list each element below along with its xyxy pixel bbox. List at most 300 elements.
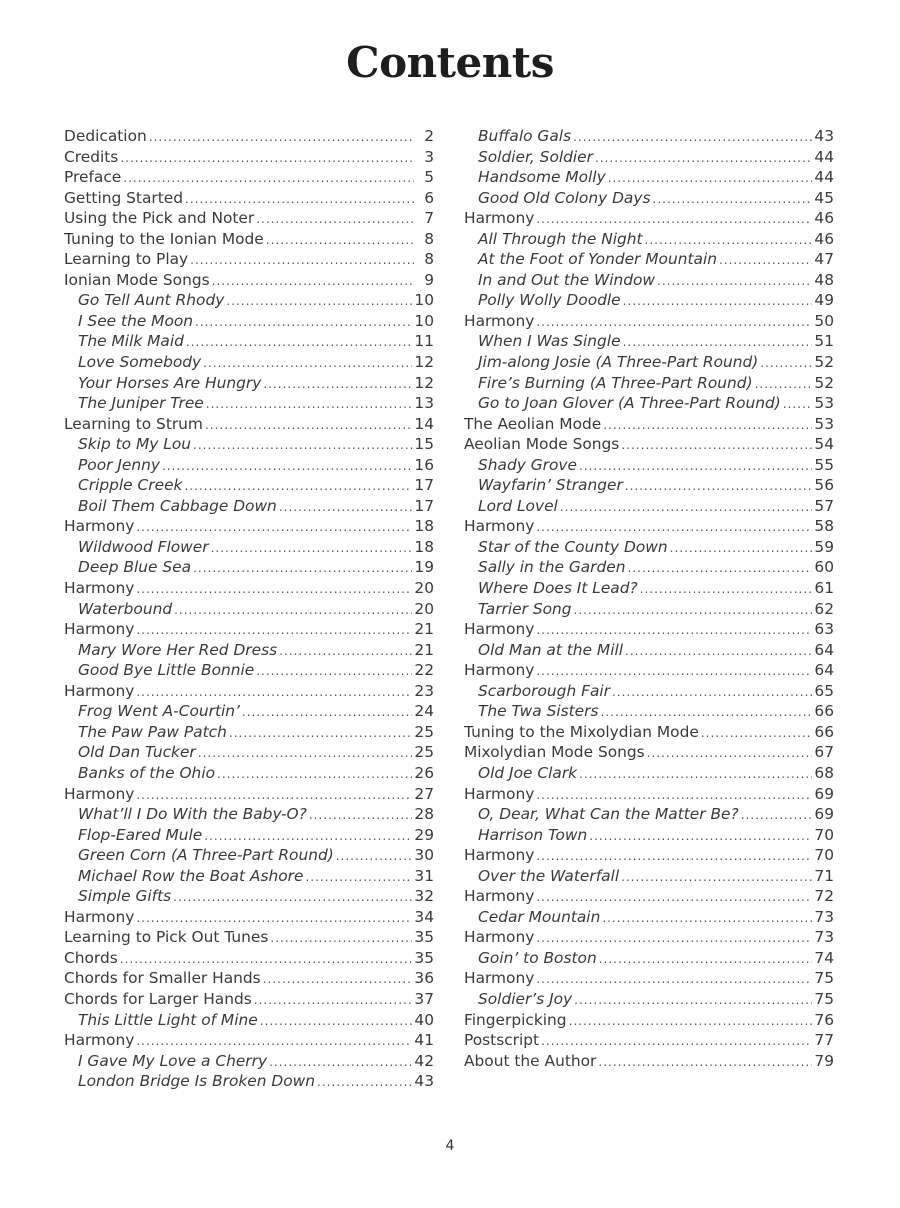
toc-entry-page: 59 [814, 537, 834, 556]
toc-entry-section [64, 229, 434, 250]
toc-entry-page: 53 [814, 394, 834, 413]
toc-entry-page: 44 [814, 147, 834, 166]
toc-entry-title: Aeolian Mode Songs [464, 435, 620, 454]
toc-entry-song [464, 393, 834, 414]
dot-leader [266, 230, 414, 251]
toc-entry-page: 57 [814, 496, 834, 515]
dot-leader [217, 764, 412, 785]
dot-leader [653, 189, 813, 210]
toc-entry-page: 21 [414, 620, 434, 639]
toc-entry-title: Green Corn (A Three-Part Round) [78, 846, 334, 865]
dot-leader [174, 600, 412, 621]
toc-entry-page: 68 [814, 763, 834, 782]
toc-entry-title: Tarrier Song [478, 599, 572, 618]
toc-entry-page: 64 [814, 661, 834, 680]
dot-leader [317, 1072, 412, 1093]
toc-entry-title: About the Author [464, 1051, 597, 1070]
toc-entry-section [64, 126, 434, 147]
toc-entry-page: 52 [814, 353, 834, 372]
toc-entry-page: 74 [814, 948, 834, 967]
toc-entry-page: 16 [414, 455, 434, 474]
toc-entry-title: Credits [64, 147, 119, 166]
page-title: Contents [346, 38, 554, 87]
toc-entry-title: Go to Joan Glover (A Three-Part Round) [478, 394, 781, 413]
toc-entry-page: 58 [814, 517, 834, 536]
toc-entry-title: Cedar Mountain [478, 907, 601, 926]
toc-entry-page: 36 [414, 969, 434, 988]
toc-entry-title: Soldier’s Joy [478, 989, 573, 1008]
toc-entry-section [464, 414, 834, 435]
toc-entry-section [64, 578, 434, 599]
toc-entry-section [464, 434, 834, 455]
toc-entry-song [64, 393, 434, 414]
toc-entry-title: At the Foot of Yonder Mountain [478, 250, 717, 269]
toc-entry-song [464, 866, 834, 887]
toc-entry-title: Harmony [464, 846, 535, 865]
toc-entry-title: Good Old Colony Days [478, 188, 651, 207]
toc-entry-title: The Aeolian Mode [464, 414, 602, 433]
toc-entry-page: 43 [814, 127, 834, 145]
toc-entry-page: 46 [814, 209, 834, 228]
toc-entry-page: 42 [414, 1051, 434, 1070]
toc-entry-page: 70 [814, 846, 834, 865]
dot-leader [136, 620, 412, 641]
dot-leader [279, 641, 412, 662]
toc-entry-song [464, 825, 834, 846]
dot-leader [741, 805, 813, 826]
dot-leader [612, 682, 812, 703]
toc-entry-song [464, 188, 834, 209]
toc-entry-title: Buffalo Gals [478, 127, 572, 145]
toc-entry-page: 55 [814, 455, 834, 474]
toc-entry-song [64, 352, 434, 373]
toc-entry-page: 60 [814, 558, 834, 577]
toc-entry-page: 10 [414, 291, 434, 310]
toc-entry-page: 72 [814, 887, 834, 906]
toc-entry-song [464, 578, 834, 599]
toc-entry-section [464, 311, 834, 332]
dot-leader [136, 1031, 412, 1052]
dot-leader [229, 723, 413, 744]
toc-entry-page: 54 [814, 435, 834, 454]
toc-entry-song [464, 948, 834, 969]
dot-leader [536, 928, 812, 949]
toc-entry-title: Poor Jenny [78, 455, 160, 474]
dot-leader [162, 456, 412, 477]
toc-entry-title: In and Out the Window [478, 270, 655, 289]
toc-entry-page: 46 [814, 229, 834, 248]
toc-entry-title: Harmony [464, 209, 535, 228]
toc-entry-section [464, 1010, 834, 1031]
toc-entry-page: 41 [414, 1031, 434, 1050]
toc-entry-song [64, 496, 434, 517]
toc-entry-title: Simple Gifts [78, 887, 172, 906]
dot-leader [149, 127, 414, 148]
toc-entry-song [464, 989, 834, 1010]
toc-entry-section [64, 208, 434, 229]
dot-leader [625, 641, 812, 662]
toc-entry-title: London Bridge Is Broken Down [78, 1072, 316, 1091]
toc-entry-song [464, 270, 834, 291]
toc-entry-title: Harmony [464, 887, 535, 906]
toc-entry-song [464, 147, 834, 168]
toc-entry-section [64, 147, 434, 168]
toc-entry-page: 66 [814, 702, 834, 721]
toc-entry-title: Harmony [64, 517, 135, 536]
toc-entry-page: 9 [424, 270, 434, 289]
toc-entry-page: 51 [814, 332, 834, 351]
toc-entry-song [64, 825, 434, 846]
toc-entry-page: 79 [814, 1051, 834, 1070]
dot-leader [560, 497, 813, 518]
toc-entry-title: Wayfarin’ Stranger [478, 476, 623, 495]
dot-leader [205, 415, 412, 436]
toc-entry-song [64, 455, 434, 476]
toc-entry-page: 11 [414, 332, 434, 351]
dot-leader [136, 579, 412, 600]
dot-leader [783, 394, 813, 415]
toc-entry-title: Frog Went A-Courtin’ [78, 702, 240, 721]
toc-entry-section [64, 927, 434, 948]
dot-leader [260, 1011, 413, 1032]
toc-entry-title: Waterbound [78, 599, 173, 618]
toc-entry-song [464, 167, 834, 188]
toc-entry-song [64, 557, 434, 578]
dot-leader [256, 209, 414, 230]
dot-leader [136, 785, 412, 806]
toc-entry-title: Deep Blue Sea [78, 558, 192, 577]
toc-entry-page: 75 [814, 989, 834, 1008]
toc-entry-page: 28 [414, 805, 434, 824]
toc-entry-page: 25 [414, 722, 434, 741]
toc-entry-title: Harmony [464, 928, 535, 947]
toc-entry-page: 10 [414, 311, 434, 330]
toc-entry-page: 73 [814, 928, 834, 947]
dot-leader [263, 969, 413, 990]
toc-entry-page: 47 [814, 250, 834, 269]
toc-entry-page: 71 [814, 866, 834, 885]
toc-entry-section [64, 188, 434, 209]
dot-leader [203, 353, 412, 374]
toc-entry-title: Chords for Smaller Hands [64, 969, 261, 988]
dot-leader [184, 476, 412, 497]
toc-entry-title: Over the Waterfall [478, 866, 620, 885]
toc-entry-song [64, 1010, 434, 1031]
toc-entry-song [464, 640, 834, 661]
toc-entry-title: Mary Wore Her Red Dress [78, 640, 278, 659]
toc-entry-page: 3 [424, 147, 434, 166]
toc-entry-title: Go Tell Aunt Rhody [78, 291, 225, 310]
toc-entry-song [464, 475, 834, 496]
toc-entry-page: 14 [414, 414, 434, 433]
toc-entry-section [464, 660, 834, 681]
toc-entry-page: 6 [424, 188, 434, 207]
toc-entry-title: The Juniper Tree [78, 394, 204, 413]
dot-leader [309, 805, 413, 826]
toc-entry-song [64, 434, 434, 455]
toc-entry-page: 2 [424, 127, 434, 145]
toc-entry-title: Good Bye Little Bonnie [78, 661, 255, 680]
toc-entry-page: 7 [424, 209, 434, 228]
toc-entry-title: Sally in the Garden [478, 558, 626, 577]
toc-entry-title: Polly Wolly Doodle [478, 291, 621, 310]
toc-entry-song [64, 537, 434, 558]
toc-entry-title: Soldier, Soldier [478, 147, 593, 166]
dot-leader [574, 990, 812, 1011]
toc-entry-title: Star of the County Down [478, 537, 668, 556]
toc-entry-song [64, 763, 434, 784]
toc-entry-title: Cripple Creek [78, 476, 183, 495]
toc-entry-title: Harmony [64, 681, 135, 700]
toc-entry-title: Tuning to the Ionian Mode [64, 229, 264, 248]
toc-entry-section [464, 968, 834, 989]
toc-entry-section [64, 968, 434, 989]
toc-column-left [64, 126, 434, 1092]
toc-entry-page: 23 [414, 681, 434, 700]
toc-entry-title: What’ll I Do With the Baby-O? [78, 805, 307, 824]
toc-entry-page: 13 [414, 394, 434, 413]
toc-entry-song [464, 681, 834, 702]
dot-leader [755, 374, 813, 395]
toc-entry-song [64, 866, 434, 887]
toc-entry-page: 12 [414, 373, 434, 392]
toc-entry-title: The Paw Paw Patch [78, 722, 227, 741]
toc-entry-page: 49 [814, 291, 834, 310]
toc-entry-song [64, 742, 434, 763]
dot-leader [621, 435, 812, 456]
toc-entry-section [64, 619, 434, 640]
toc-entry-song [464, 290, 834, 311]
toc-entry-page: 67 [814, 743, 834, 762]
toc-entry-section [464, 516, 834, 537]
toc-entry-song [464, 229, 834, 250]
toc-entry-title: The Twa Sisters [478, 702, 599, 721]
toc-entry-section [64, 989, 434, 1010]
toc-entry-song [464, 701, 834, 722]
toc-entry-section [464, 1030, 834, 1051]
dot-leader [541, 1031, 812, 1052]
toc-entry-section [464, 886, 834, 907]
toc-entry-section [464, 742, 834, 763]
toc-entry-page: 18 [414, 517, 434, 536]
toc-entry-title: Tuning to the Mixolydian Mode [464, 722, 699, 741]
toc-entry-song [64, 373, 434, 394]
toc-entry-song [64, 722, 434, 743]
toc-entry-song [464, 352, 834, 373]
toc-entry-title: Harmony [464, 784, 535, 803]
toc-entry-page: 66 [814, 722, 834, 741]
toc-entry-page: 5 [424, 168, 434, 187]
toc-entry-song [64, 311, 434, 332]
dot-leader [719, 250, 812, 271]
dot-leader [120, 949, 413, 970]
toc-entry-title: The Milk Maid [78, 332, 184, 351]
dot-leader [279, 497, 413, 518]
toc-entry-page: 75 [814, 969, 834, 988]
page-number: 4 [445, 1138, 455, 1154]
toc-entry-song [64, 1051, 434, 1072]
toc-entry-page: 29 [414, 825, 434, 844]
dot-leader [336, 846, 413, 867]
toc-entry-page: 24 [414, 702, 434, 721]
toc-entry-title: Fingerpicking [464, 1010, 567, 1029]
toc-entry-title: Getting Started [64, 188, 183, 207]
toc-entry-section [464, 784, 834, 805]
toc-entry-section [64, 784, 434, 805]
toc-entry-title: O, Dear, What Can the Matter Be? [478, 805, 739, 824]
toc-entry-section [64, 948, 434, 969]
dot-leader [601, 702, 813, 723]
dot-leader [226, 291, 412, 312]
toc-entry-song [464, 249, 834, 270]
toc-entry-title: Wildwood Flower [78, 537, 209, 556]
toc-entry-song [464, 907, 834, 928]
toc-entry-section [464, 1051, 834, 1072]
toc-entry-page: 19 [414, 558, 434, 577]
toc-entry-page: 17 [414, 476, 434, 495]
toc-entry-title: Harmony [464, 517, 535, 536]
toc-entry-page: 20 [414, 579, 434, 598]
dot-leader [608, 168, 813, 189]
toc-entry-title: Chords for Larger Hands [64, 989, 252, 1008]
toc-entry-title: Old Joe Clark [478, 763, 578, 782]
toc-entry-song [64, 599, 434, 620]
toc-entry-song [464, 496, 834, 517]
toc-entry-section [64, 907, 434, 928]
dot-leader [579, 764, 812, 785]
toc-entry-page: 22 [414, 661, 434, 680]
toc-entry-page: 70 [814, 825, 834, 844]
dot-leader [536, 661, 812, 682]
toc-entry-title: Harmony [64, 784, 135, 803]
toc-entry-song [64, 331, 434, 352]
toc-entry-title: Scarborough Fair [478, 681, 610, 700]
dot-leader [193, 558, 412, 579]
dot-leader [536, 785, 812, 806]
dot-leader [640, 579, 813, 600]
toc-entry-title: Goin’ to Boston [478, 948, 597, 967]
dot-leader [657, 271, 812, 292]
dot-leader [536, 969, 812, 990]
toc-entry-title: Where Does It Lead? [478, 579, 638, 598]
toc-entry-title: Harmony [64, 579, 135, 598]
toc-entry-title: All Through the Night [478, 229, 643, 248]
toc-entry-song [64, 290, 434, 311]
dot-leader [536, 517, 812, 538]
toc-entry-song [464, 537, 834, 558]
toc-entry-title: Harmony [464, 620, 535, 639]
dot-leader [598, 1052, 812, 1073]
dot-leader [242, 702, 412, 723]
toc-entry-page: 17 [414, 496, 434, 515]
dot-leader [193, 435, 412, 456]
toc-entry-title: Harmony [464, 661, 535, 680]
toc-entry-title: Learning to Pick Out Tunes [64, 928, 269, 947]
toc-entry-page: 26 [414, 763, 434, 782]
dot-leader [204, 826, 412, 847]
toc-entry-page: 50 [814, 311, 834, 330]
toc-entry-page: 73 [814, 907, 834, 926]
dot-leader [602, 908, 812, 929]
toc-entry-title: Ionian Mode Songs [64, 270, 210, 289]
toc-entry-section [64, 249, 434, 270]
dot-leader [599, 949, 813, 970]
dot-leader [647, 743, 813, 764]
dot-leader [625, 476, 813, 497]
toc-entry-title: Your Horses Are Hungry [78, 373, 262, 392]
dot-leader [574, 600, 813, 621]
toc-entry-song [64, 886, 434, 907]
toc-entry-page: 48 [814, 270, 834, 289]
dot-leader [603, 415, 812, 436]
toc-entry-song [464, 331, 834, 352]
toc-entry-page: 53 [814, 414, 834, 433]
toc-entry-page: 65 [814, 681, 834, 700]
dot-leader [579, 456, 812, 477]
toc-entry-page: 69 [814, 784, 834, 803]
toc-entry-title: Skip to My Lou [78, 435, 191, 454]
toc-entry-page: 27 [414, 784, 434, 803]
dot-leader [136, 908, 412, 929]
toc-entry-title: Harmony [64, 1031, 135, 1050]
dot-leader [198, 743, 413, 764]
dot-leader [186, 332, 412, 353]
toc-entry-title: I See the Moon [78, 311, 194, 330]
toc-entry-song [64, 475, 434, 496]
toc-entry-title: When I Was Single [478, 332, 621, 351]
dot-leader [211, 538, 413, 559]
toc-entry-title: Learning to Play [64, 250, 189, 269]
toc-entry-page: 43 [414, 1072, 434, 1091]
toc-entry-title: Handsome Molly [478, 168, 606, 187]
toc-entry-title: Harmony [464, 311, 535, 330]
toc-entry-section [64, 167, 434, 188]
toc-entry-song [464, 455, 834, 476]
toc-entry-title: Mixolydian Mode Songs [464, 743, 645, 762]
toc-entry-title: I Gave My Love a Cherry [78, 1051, 268, 1070]
dot-leader [120, 148, 414, 169]
toc-entry-song [464, 373, 834, 394]
toc-entry-section [64, 1030, 434, 1051]
toc-entry-song [464, 126, 834, 147]
toc-entry-section [64, 414, 434, 435]
dot-leader [536, 887, 812, 908]
dot-leader [206, 394, 413, 415]
toc-entry-song [464, 804, 834, 825]
toc-entry-page: 20 [414, 599, 434, 618]
toc-entry-title: Using the Pick and Noter [64, 209, 255, 228]
toc-entry-page: 62 [814, 599, 834, 618]
toc-entry-page: 63 [814, 620, 834, 639]
dot-leader [269, 1052, 412, 1073]
dot-leader [621, 867, 812, 888]
toc-column-right [464, 126, 834, 1071]
toc-entry-title: Harmony [64, 907, 135, 926]
dot-leader [270, 928, 412, 949]
toc-entry-page: 34 [414, 907, 434, 926]
dot-leader [195, 312, 412, 333]
toc-entry-title: Shady Grove [478, 455, 577, 474]
toc-entry-title: Jim-along Josie (A Three-Part Round) [478, 353, 759, 372]
toc-entry-page: 64 [814, 640, 834, 659]
toc-entry-song [464, 557, 834, 578]
dot-leader [136, 517, 412, 538]
dot-leader [123, 168, 414, 189]
dot-leader [536, 620, 812, 641]
toc-entry-page: 35 [414, 928, 434, 947]
toc-entry-title: Banks of the Ohio [78, 763, 216, 782]
toc-entry-section [464, 845, 834, 866]
